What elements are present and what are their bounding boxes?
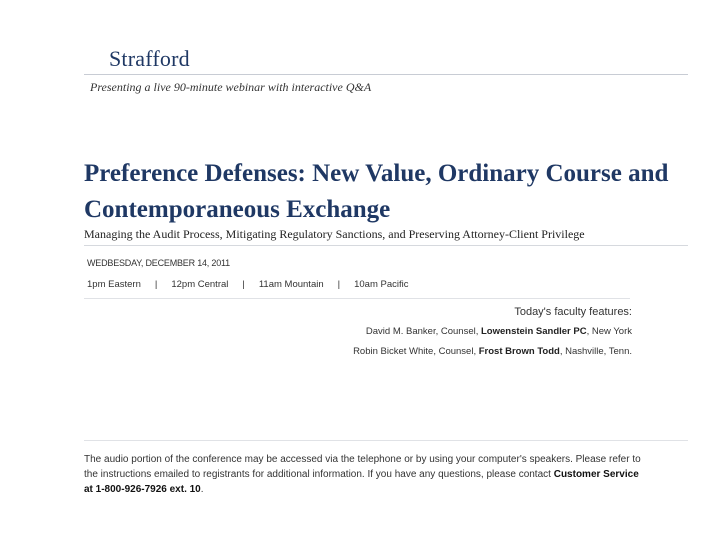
time-eastern: 1pm Eastern xyxy=(87,279,141,290)
webinar-subtitle: Managing the Audit Process, Mitigating Regulatory Sanctions, and Preserving Attorney-Client Privilege xyxy=(84,227,585,241)
event-date: WEDBESDAY, DECEMBER 14, 2011 xyxy=(87,258,230,268)
webinar-title: Preference Defenses: New Value, Ordinary Course and Contemporaneous Exchange xyxy=(84,160,669,223)
time-separator: | xyxy=(242,279,245,290)
faculty-location: , Nashville, Tenn. xyxy=(559,346,632,357)
webinar-tagline: Presenting a live 90-minute webinar with interactive Q&A xyxy=(90,80,372,94)
faculty-name: Robin Bicket White, Counsel, xyxy=(353,346,479,357)
time-central: 12pm Central xyxy=(171,279,229,290)
time-pacific: 10am Pacific xyxy=(354,279,409,290)
strafford-logo: Strafford xyxy=(109,46,190,71)
header-divider xyxy=(84,74,688,75)
faculty-divider xyxy=(84,298,630,299)
subtitle-divider xyxy=(84,245,688,246)
faculty-location: , New York xyxy=(586,326,632,337)
audio-notice xyxy=(84,452,644,497)
customer-service-contact: Customer Service at 1-800-926-7926 ext. 10 xyxy=(84,469,639,495)
faculty-name: David M. Banker, Counsel, xyxy=(365,326,481,337)
faculty-member xyxy=(366,326,632,337)
faculty-firm: Lowenstein Sandler PC xyxy=(481,326,587,337)
time-separator: | xyxy=(154,279,158,290)
faculty-firm: Frost Brown Todd xyxy=(478,346,560,357)
faculty-member xyxy=(353,346,632,357)
time-mountain: 11am Mountain xyxy=(258,279,324,290)
time-separator: | xyxy=(337,279,341,290)
event-times xyxy=(87,279,408,290)
audio-notice-text: The audio portion of the conference may be accessed via the telephone or by using your computer's speakers. Please refer to the instructions emailed to registrants for additional information. If you have any questions, please contact xyxy=(84,454,641,480)
faculty-heading: Today's faculty features: xyxy=(514,306,632,318)
audio-notice-end: . xyxy=(200,484,204,495)
audio-divider xyxy=(84,440,688,441)
